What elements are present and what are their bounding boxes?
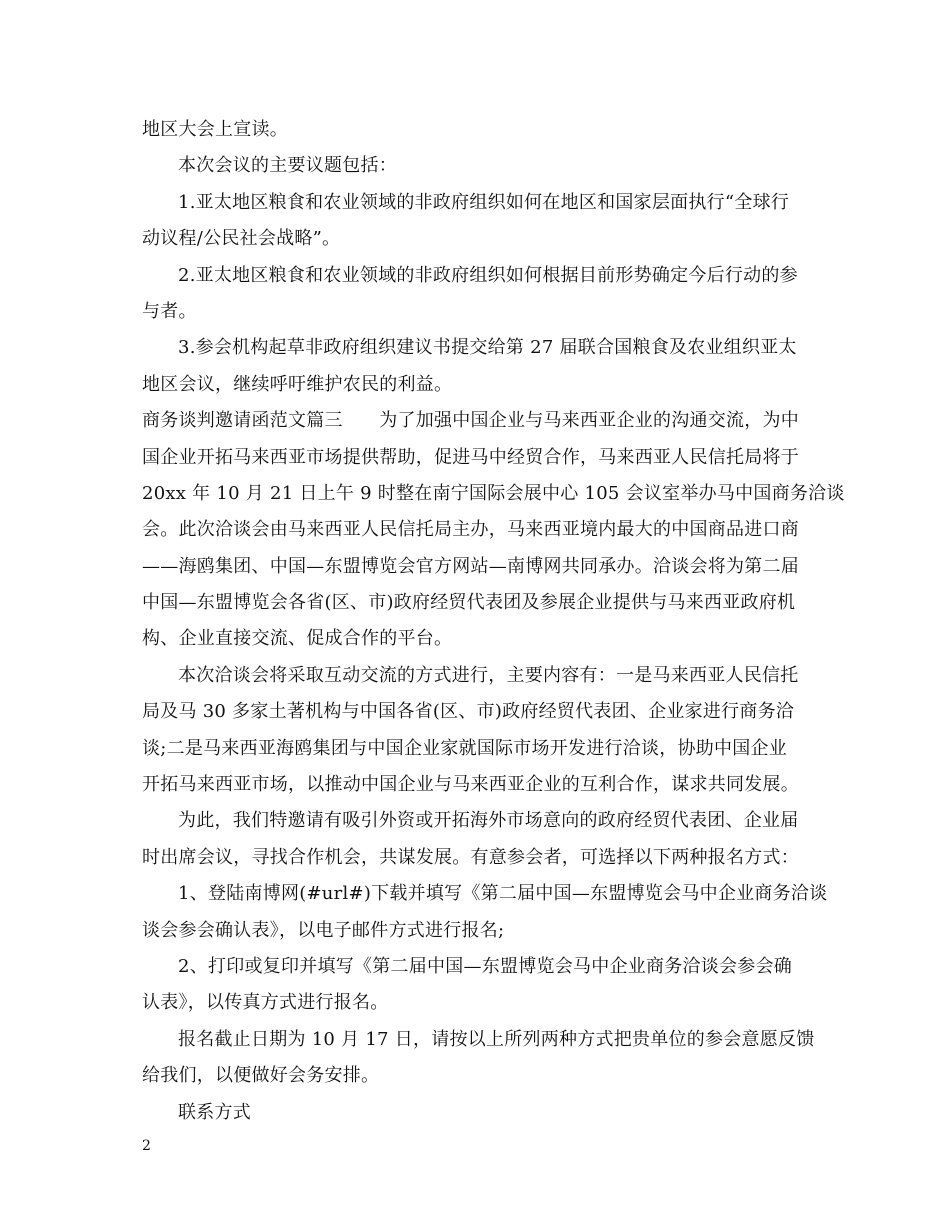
text-line: 会。此次洽谈会由马来西亚人民信托局主办，马来西亚境内最大的中国商品进口商 <box>142 519 799 541</box>
text-line: 认表》，以传真方式进行报名。 <box>142 992 389 1014</box>
text-line: 1、登陆南博网(#url#)下载并填写《第二届中国—东盟博览会马中企业商务洽谈 <box>178 883 828 905</box>
text-line: 本次会议的主要议题包括： <box>178 155 397 177</box>
document-body <box>142 112 845 1131</box>
text-line: 给我们，以便做好会务安排。 <box>142 1065 380 1087</box>
text-line: 中国—东盟博览会各省(区、市)政府经贸代表团及参展企业提供与马来西亚政府机 <box>142 592 796 614</box>
text-line: 报名截止日期为 10 月 17 日，请按以上所列两种方式把贵单位的参会意愿反馈 <box>178 1028 815 1050</box>
text-line: 商务谈判邀请函范文篇三 为了加强中国企业与马来西亚企业的沟通交流，为中 <box>142 410 799 432</box>
text-line: 20xx 年 10 月 21 日上午 9 时整在南宁国际会展中心 105 会议室举办马中国商务洽谈 <box>142 482 845 504</box>
text-line: 联系方式 <box>178 1101 251 1123</box>
text-line: 2.亚太地区粮食和农业领域的非政府组织如何根据目前形势确定今后行动的参 <box>178 264 798 286</box>
text-line: 时出席会议，寻找合作机会，共谋发展。有意参会者，可选择以下两种报名方式： <box>142 846 799 868</box>
text-line: 开拓马来西亚市场，以推动中国企业与马来西亚企业的互利合作，谋求共同发展。 <box>142 774 799 796</box>
text-line: 局及马 30 多家土著机构与中国各省(区、市)政府经贸代表团、企业家进行商务洽 <box>142 701 795 723</box>
text-line: 国企业开拓马来西亚市场提供帮助，促进马中经贸合作，马来西亚人民信托局将于 <box>142 446 799 468</box>
text-line: 地区大会上宣读。 <box>142 119 288 140</box>
text-line: ——海鸥集团、中国—东盟博览会官方网站—南博网共同承办。洽谈会将为第二届 <box>142 555 799 577</box>
text-line: 为此，我们特邀请有吸引外资或开拓海外市场意向的政府经贸代表团、企业届 <box>178 810 799 832</box>
text-line: 地区会议，继续呼吁维护农民的利益。 <box>142 373 453 395</box>
text-line: 谈会参会确认表》，以电子邮件方式进行报名; <box>142 919 505 941</box>
page-number: 2 <box>142 1138 151 1154</box>
text-line: 构、企业直接交流、促成合作的平台。 <box>142 628 453 650</box>
text-line: 2、打印或复印并填写《第二届中国—东盟博览会马中企业商务洽谈会参会确 <box>178 955 792 977</box>
text-line: 3.参会机构起草非政府组织建议书提交给第 27 届联合国粮食及农业组织亚太 <box>178 337 797 359</box>
text-line: 动议程/公民社会战略”。 <box>142 228 341 250</box>
text-line: 与者。 <box>142 300 197 322</box>
text-line: 1.亚太地区粮食和农业领域的非政府组织如何在地区和国家层面执行“全球行 <box>178 191 790 213</box>
text-line: 谈;二是马来西亚海鸥集团与中国企业家就国际市场开发进行洽谈，协助中国企业 <box>142 737 788 759</box>
text-line: 本次洽谈会将采取互动交流的方式进行，主要内容有：一是马来西亚人民信托 <box>178 664 799 686</box>
